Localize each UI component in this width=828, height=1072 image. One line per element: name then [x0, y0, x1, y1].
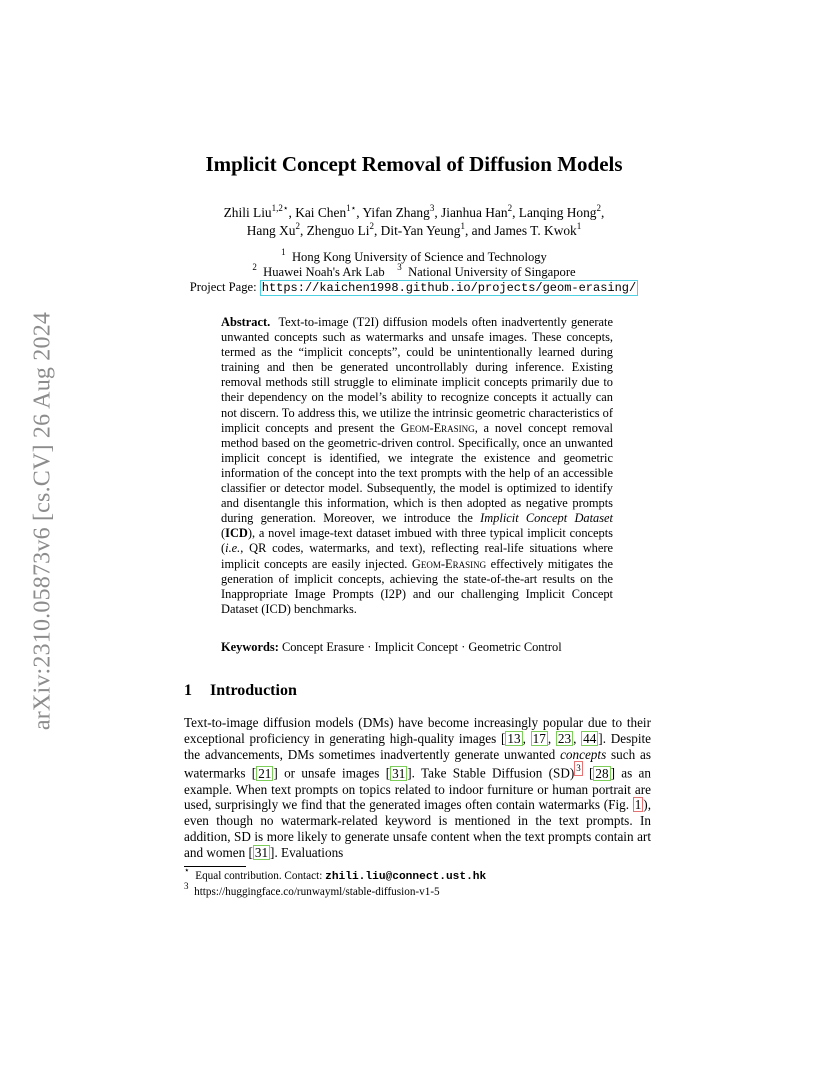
- keywords-text: Concept Erasure · Implicit Concept · Geometric Control: [281, 640, 562, 654]
- affiliation-1-text: Hong Kong University of Science and Technology: [291, 250, 547, 264]
- keywords: [221, 640, 621, 655]
- affiliation-1: [150, 246, 678, 265]
- footnote-1-text: Equal contribution. Contact:: [195, 870, 323, 882]
- abstract: [221, 315, 613, 617]
- footnote-2-mark: 3: [184, 881, 189, 892]
- footnote-2-url[interactable]: https://huggingface.co/runwayml/stable-diffusion-v1-5: [194, 886, 440, 898]
- section-title: Introduction: [210, 682, 297, 699]
- arxiv-stamp-text: arXiv:2310.05873v6 [cs.CV] 26 Aug 2024: [29, 311, 56, 731]
- project-page-link[interactable]: https://kaichen1998.github.io/projects/geom-erasing/: [261, 281, 637, 295]
- footnote-rule: [184, 866, 246, 867]
- affiliation-2-mark: 2: [252, 261, 257, 272]
- affiliation-2-text: Huawei Noah's Ark Lab: [263, 265, 385, 279]
- affiliation-2: [150, 261, 678, 280]
- abstract-text: Text-to-image (T2I) diffusion models often inadvertently generate unwanted concepts such as watermarks and unsafe images. These concepts, termed as the “implicit concepts”, could be unintentionally learned during training and then be generated uncontrollably during inference. Existing removal methods still struggle to eliminate implicit concepts primarily due to their dependency on the model’s ability to recognize concepts it actually can not discern. To address this, we utilize the intrinsic geometric characteristics of implicit concepts and present the Geom-Erasing, a novel concept removal method based on the geometric-driven control. Specifically, once an unwanted implicit concept is identified, we integrate the existence and geometric information of the concept into the text prompts with the help of an accessible classifier or detector model. Subsequently, the model is optimized to identify and disentangle this information, which is then adopted as negative prompts during generation. Moreover, we introduce the Implicit Concept Dataset (ICD), a novel image-text dataset imbued with three typical implicit concepts (i.e., QR codes, watermarks, and text), reflecting real-life situations where implicit concepts are easily injected. Geom-Erasing effectively mitigates the generation of implicit concepts, achieving the state-of-the-art results on the Inappropriate Image Prompts (I2P) and our challenging Implicit Concept Dataset (ICD) benchmarks.: [221, 315, 613, 616]
- footnote-2: [184, 881, 440, 898]
- intro-paragraph: [184, 715, 651, 861]
- keywords-label: Keywords:: [221, 640, 279, 654]
- section-number: 1: [184, 682, 192, 699]
- affiliation-1-mark: 1: [281, 246, 286, 257]
- paper-title: Implicit Concept Removal of Diffusion Models: [205, 152, 623, 176]
- affiliation-3-text: National University of Singapore: [408, 265, 576, 279]
- project-page: [150, 280, 678, 296]
- affiliation-3-mark: 3: [397, 261, 402, 272]
- arxiv-stamp: [28, 283, 58, 759]
- contact-email[interactable]: zhili.liu@connect.ust.hk: [325, 871, 487, 883]
- author-list: Zhili Liu$^{1,2⋆}$, Kai Chen$^{1⋆}$, Yifan Zhang$^3$, Jianhua Han$^2$, Lanqing Hong$^2$, Hang Xu$^2$, Zhenguo Li$^2$, Dit-Yan Yeung$^1$, and James T. Kwok$^1$: [223, 202, 605, 238]
- intro-text: Text-to-image diffusion models (DMs) have become increasingly popular due to their exceptional proficiency in generating high-quality images [ 13 , 17 , 23 , 44 ]. Despite the advancements, DMs sometimes inadvertently generate unwanted concepts such as watermarks [ 21 ] or unsafe images [ 31 ]. Take Stable Diffusion (SD) $^3$ [ 28 ] as an example. When text prompts on topics related to indoor furniture or human portrait are used, surprisingly we find that the generated images often contain watermarks (Fig. 1 ), even though no watermark-related keyword is mentioned in the text prompts. In addition, SD is more likely to generate unsafe content when the text prompts contain art and women [ 31 ]. Evaluations: [184, 715, 652, 860]
- section-heading: [184, 682, 297, 700]
- footnote-1: [184, 865, 487, 883]
- project-page-label: Project Page:: [189, 280, 257, 294]
- abstract-label: Abstract.: [221, 315, 271, 329]
- footnote-1-mark: ⋆: [184, 865, 190, 876]
